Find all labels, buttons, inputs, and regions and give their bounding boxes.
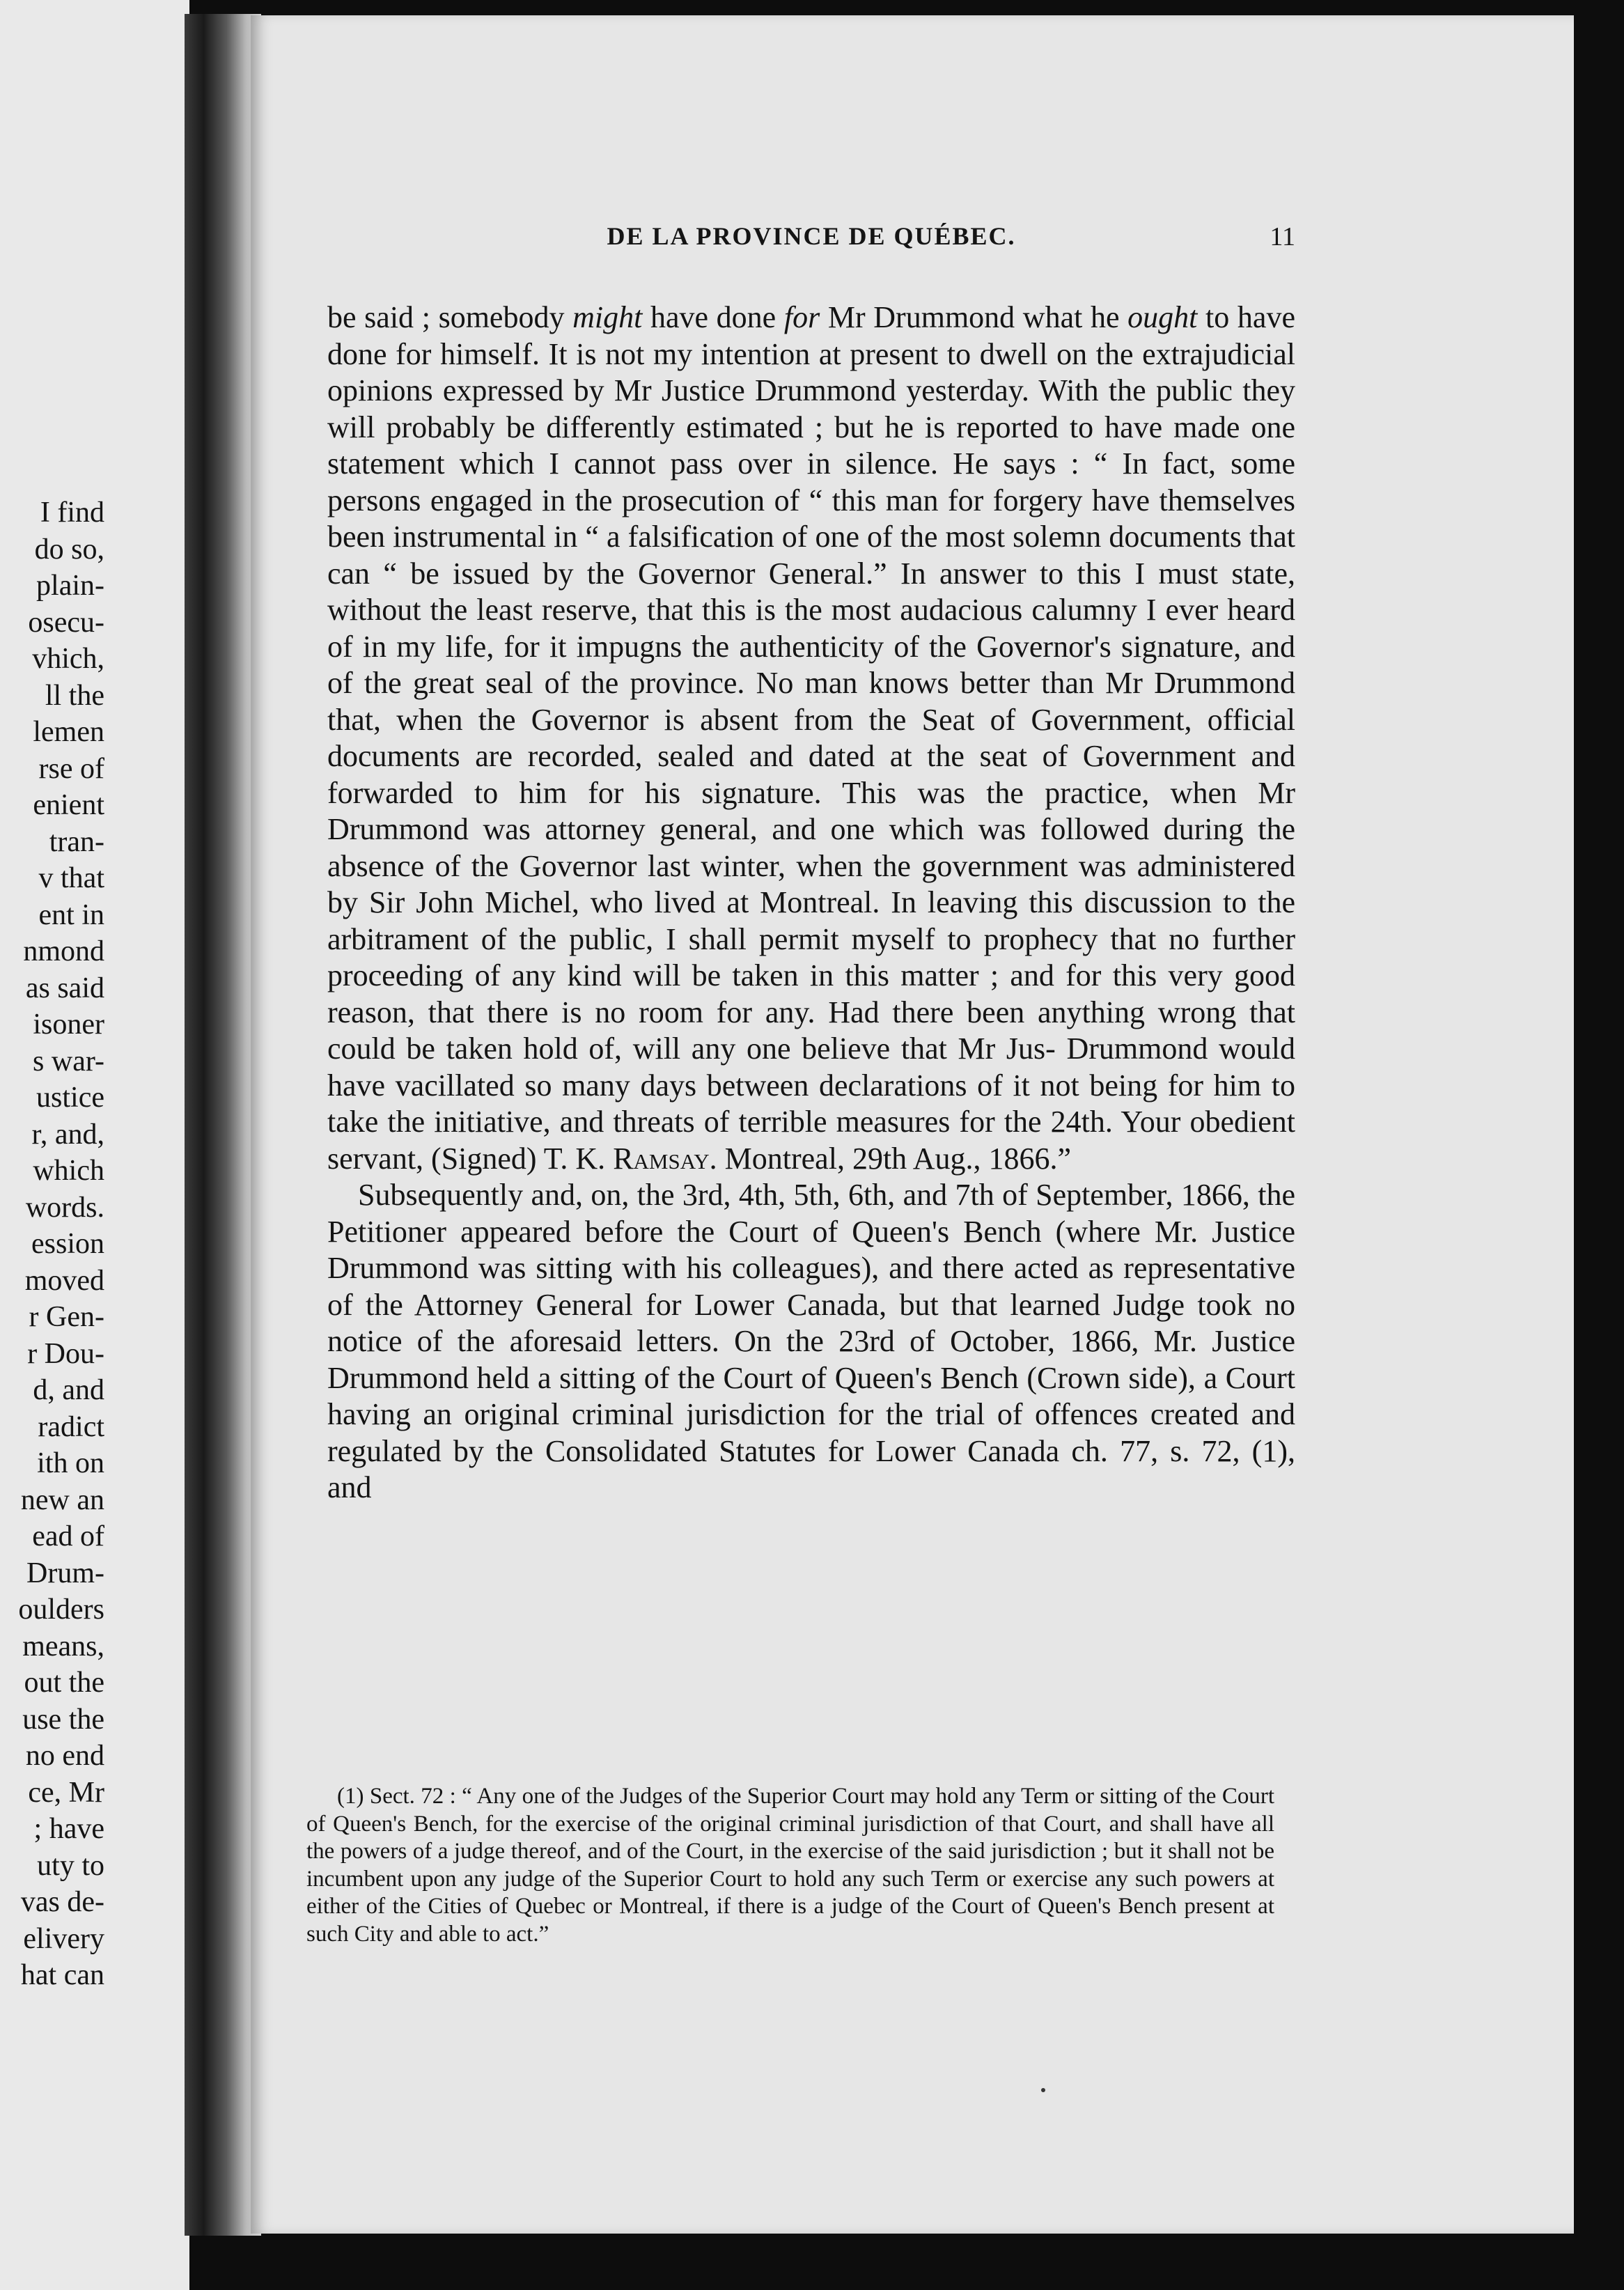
facing-page-line: isoner — [33, 1008, 104, 1041]
facing-page-line: oulders — [18, 1594, 104, 1626]
facing-page-line: osecu- — [28, 606, 104, 639]
facing-page — [0, 0, 189, 2290]
facing-page-line: uty to — [37, 1849, 104, 1882]
facing-page-line: means, — [22, 1630, 104, 1662]
facing-page-line: rse of — [38, 752, 104, 785]
facing-page-line: ead of — [32, 1520, 104, 1552]
book-gutter — [185, 14, 261, 2236]
page-number: 11 — [1270, 222, 1295, 251]
facing-page-line: ; have — [33, 1813, 104, 1845]
body-text — [327, 299, 1295, 1506]
facing-page-line: r Gen- — [29, 1301, 104, 1333]
facing-page-line: hat can — [20, 1959, 104, 1991]
facing-page-line: no end — [25, 1740, 104, 1772]
facing-page-line: tran- — [49, 825, 104, 858]
facing-page-line: vhich, — [32, 643, 104, 675]
facing-page-line: out the — [24, 1667, 104, 1699]
facing-page-line: use the — [22, 1703, 104, 1736]
facing-page-line: vas de- — [20, 1886, 104, 1918]
page-header — [327, 221, 1295, 263]
facing-page-line: enient — [33, 789, 104, 821]
page-speck — [1041, 2088, 1045, 2092]
facing-page-text — [0, 494, 104, 1994]
facing-page-line: elivery — [23, 1922, 104, 1955]
facing-page-line: radict — [38, 1410, 104, 1443]
facing-page-line: ustice — [36, 1082, 104, 1114]
facing-page-line: v that — [38, 862, 104, 894]
facing-page-line: d, and — [33, 1374, 104, 1406]
facing-page-line: which — [33, 1155, 104, 1187]
facing-page-line: r Dou- — [27, 1337, 104, 1370]
facing-page-line: I find — [40, 497, 104, 529]
facing-page-line: ession — [31, 1228, 104, 1260]
facing-page-line: ent in — [38, 898, 104, 931]
facing-page-line: s war- — [33, 1045, 104, 1077]
facing-page-line: words. — [25, 1191, 104, 1224]
facing-page-line: nmond — [23, 935, 104, 967]
facing-page-line: do so, — [34, 533, 104, 566]
footnote: (1) Sect. 72 : “ Any one of the Judges of the Superior Court may hold any Term or sitting of the Court of Queen's Bench, for the exercise of the original criminal jurisdiction of that Court, and shall have all the powers of a judge thereof, and of the Court, in the exercise of the said jurisdiction ; but it shall not be incumbent upon any judge of the Superior Court to hold any such Term or exercise any such powers at either of the Cities of Quebec or Montreal, if there is a judge of the Court of Queen's Bench present at such City and able to act.” — [306, 1784, 1274, 1947]
paragraph-letter-end: be said ; somebody might have done for Mr Drummond what he ought to have done for himself. It is not my intention at present to dwell on the extrajudicial opinions expressed by Mr Justice Drummond yesterday. With the public they will probably be differently estimated ; but he is reported to have made one statement which I cannot pass over in silence. He says : “ In fact, some persons engaged in the prosecution of “ this man for forgery have themselves been instrumental in “ a falsification of one of the most solemn documents that can “ be issued by the Governor General.” In answer to this I must state, without the least reserve, that this is the most audacious calumny I ever heard of in my life, for it impugns the authenticity of the Governor's signature, and of the great seal of the province. No man knows better than Mr Drummond that, when the Governor is absent from the Seat of Government, official documents are recorded, sealed and dated at the seat of Government and forwarded to him for his signature. This was the practice, when Mr Drummond was attorney general, and one which was followed during the absence of the Governor last winter, when the government was administered by Sir John Michel, who lived at Montreal. In leaving this discussion to the arbitrament of the public, I shall permit myself to prophecy that no further proceeding of any kind will be taken in this matter ; and for this very good reason, that there is no room for any. Had there been anything wrong that could be taken hold of, will any one believe that Mr Jus- Drummond would have vacillated so many days between declarations of it not being for him to take the initiative, and threats of terrible measures for the 24th. Your obedient servant, (Signed) T. K. Ramsay. Montreal, 29th Aug., 1866.” — [327, 300, 1295, 1176]
facing-page-line: new an — [20, 1483, 104, 1516]
facing-page-line: Drum- — [26, 1557, 104, 1589]
facing-page-line: r, and, — [31, 1118, 104, 1151]
facing-page-line: lemen — [33, 716, 104, 748]
facing-page-line: moved — [24, 1264, 104, 1297]
facing-page-line: ith on — [37, 1447, 104, 1479]
facing-page-line: ll the — [45, 679, 104, 712]
facing-page-line: ce, Mr — [28, 1776, 104, 1809]
facing-page-line: plain- — [36, 570, 104, 602]
running-head: DE LA PROVINCE DE QUÉBEC. — [607, 222, 1016, 250]
facing-page-line: as said — [25, 972, 104, 1004]
paragraph-subsequently: Subsequently and, on, the 3rd, 4th, 5th, 6th, and 7th of September, 1866, the Petitioner appeared before the Court of Queen's Bench (where Mr. Justice Drummond was sitting with his colleagues), and there acted as representative of the Attorney General for Lower Canada, but that learned Judge took no notice of the aforesaid letters. On the 23rd of October, 1866, Mr. Justice Drummond held a sitting of the Court of Queen's Bench (Crown side), a Court having an original criminal jurisdiction for the trial of offences created and regulated by the Consolidated Statutes for Lower Canada ch. 77, s. 72, (1), and — [327, 1178, 1295, 1504]
